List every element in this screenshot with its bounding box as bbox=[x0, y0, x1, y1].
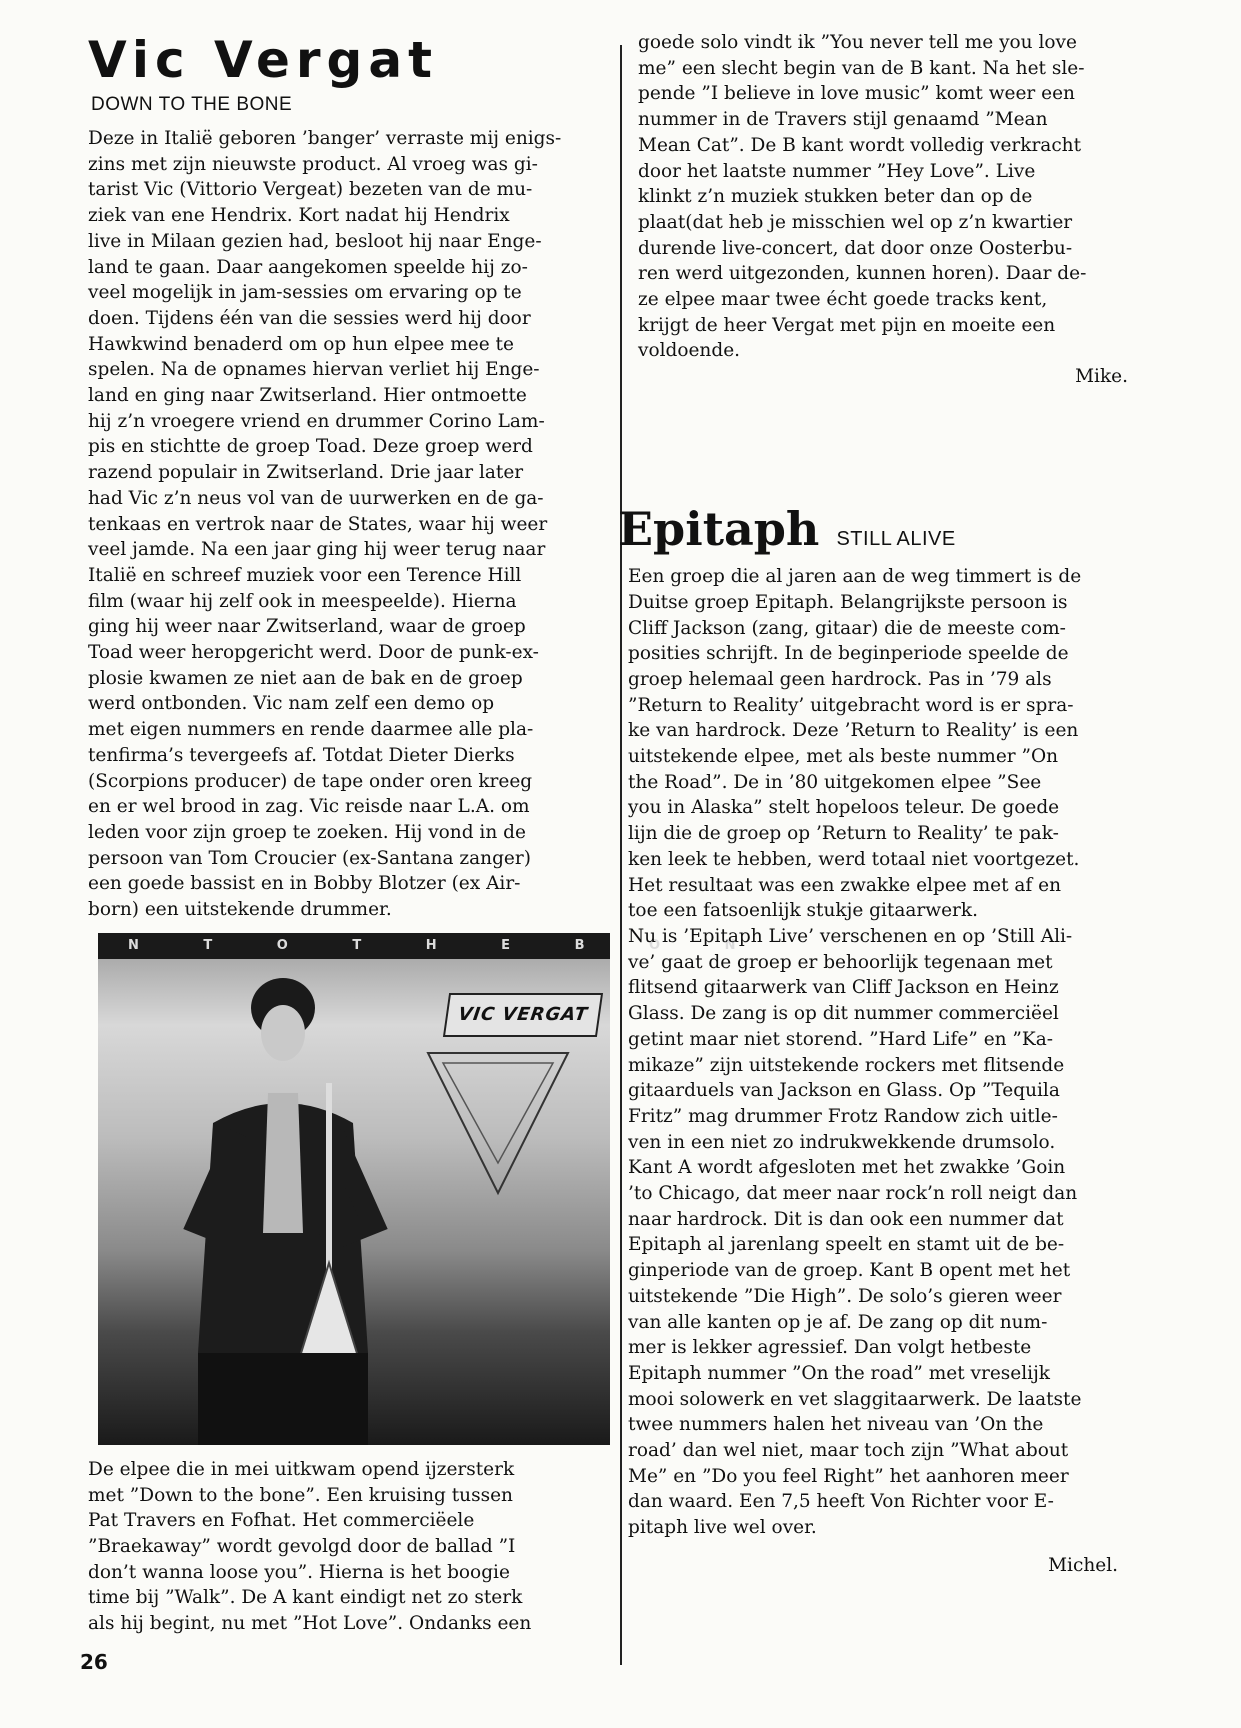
text-line: veel mogelijk in jam-sessies om ervaring op te bbox=[88, 282, 522, 304]
vic-vergat-title: Vic Vergat bbox=[88, 31, 438, 89]
text-line: gitaarduels van Jackson en Glass. Op ”Tequila bbox=[628, 1080, 1060, 1102]
text-line: ginperiode van de groep. Kant B opent met het bbox=[628, 1260, 1071, 1282]
text-line: posities schrijft. In de beginperiode speelde de bbox=[628, 643, 1069, 665]
text-line: you in Alaska” stelt hopeloos teleur. De goede bbox=[628, 797, 1060, 819]
text-line: naar hardrock. Dit is dan ook een nummer dat bbox=[628, 1208, 1064, 1230]
text-line: ren werd uitgezonden, kunnen horen). Daar de- bbox=[638, 263, 1087, 285]
vic-review-continued bbox=[638, 30, 1138, 364]
text-line: met eigen nummers en rende daarmee alle pla- bbox=[88, 719, 534, 741]
text-line: van alle kanten op je af. De zang op dit num- bbox=[628, 1311, 1048, 1333]
text-line: tarist Vic (Vittorio Vergeat) bezeten van de mu- bbox=[88, 179, 533, 201]
text-line: met ”Down to the bone”. Een kruising tussen bbox=[88, 1484, 513, 1506]
text-line: film (waar hij zelf ook in meespeelde). Hierna bbox=[88, 590, 517, 612]
text-line: don’t wanna loose you”. Hierna is het boogie bbox=[88, 1561, 510, 1583]
text-line: en er wel brood in zag. Vic reisde naar L.A. om bbox=[88, 796, 530, 818]
text-line: Me” en ”Do you feel Right” het aanhoren meer bbox=[628, 1465, 1069, 1487]
text-line: Pat Travers en Fofhat. Het commerciëele bbox=[88, 1510, 475, 1532]
text-line: als hij begint, nu met ”Hot Love”. Ondanks een bbox=[88, 1613, 532, 1635]
text-line: time bij ”Walk”. De A kant eindigt net zo sterk bbox=[88, 1587, 523, 1609]
text-line: Mean Cat”. De B kant wordt volledig verkracht bbox=[638, 134, 1082, 156]
text-line: (Scorpions producer) de tape onder oren kreeg bbox=[88, 770, 533, 792]
text-line: Het resultaat was een zwakke elpee met af en bbox=[628, 874, 1062, 896]
text-line: mooi solowerk en vet slaggitaarwerk. De laatste bbox=[628, 1388, 1082, 1410]
text-line: krijgt de heer Vergat met pijn en moeite een bbox=[638, 314, 1056, 336]
text-line: twee nummers halen het niveau van ’On the bbox=[628, 1414, 1044, 1436]
text-line: uitstekende ”Die High”. De solo’s gieren weer bbox=[628, 1285, 1062, 1307]
text-line: ken leek te hebben, werd totaal niet voortgezet. bbox=[628, 848, 1080, 870]
text-line: ziek van ene Hendrix. Kort nadat hij Hendrix bbox=[88, 205, 510, 227]
text-line: door het laatste nummer ”Hey Love”. Live bbox=[638, 160, 1036, 182]
text-line: ”Return to Reality’ uitgebracht word is er spra- bbox=[628, 694, 1074, 716]
vic-vergat-album-title: DOWN TO THE BONE bbox=[91, 94, 293, 115]
text-line: veel jamde. Na een jaar ging hij weer terug naar bbox=[88, 539, 546, 561]
text-line: road’ dan wel niet, maar toch zijn ”What about bbox=[628, 1440, 1069, 1462]
page-number: 26 bbox=[80, 1650, 108, 1674]
vic-review-text bbox=[88, 1457, 608, 1637]
text-line: Cliff Jackson (zang, gitaar) die de meeste com- bbox=[628, 617, 1066, 639]
text-line: spelen. Na de opnames hiervan verliet hij Enge- bbox=[88, 359, 540, 381]
epitaph-author: Michel. bbox=[1048, 1554, 1118, 1576]
text-line: Italië en schreef muziek voor een Terence Hill bbox=[88, 564, 522, 586]
text-line: voldoende. bbox=[638, 340, 741, 362]
text-line: toe een fatsoenlijk stukje gitaarwerk. bbox=[628, 900, 978, 922]
text-line: ven in een niet zo indrukwekkende drumsolo. bbox=[628, 1131, 1056, 1153]
text-line: zins met zijn nieuwste product. Al vroeg was gi- bbox=[88, 153, 538, 175]
text-line: had Vic z’n neus vol van de uurwerken en de ga- bbox=[88, 487, 544, 509]
epitaph-header bbox=[618, 502, 1138, 556]
text-line: mikaze” zijn uitstekende rockers met flitsende bbox=[628, 1054, 1065, 1076]
text-line: land te gaan. Daar aangekomen speelde hij zo- bbox=[88, 256, 528, 278]
album-cover-figure bbox=[98, 933, 610, 1445]
text-line: ke van hardrock. Deze ’Return to Reality’ is een bbox=[628, 720, 1079, 742]
epitaph-album-title: STILL ALIVE bbox=[836, 528, 956, 551]
text-line: Een groep die al jaren aan de weg timmert is de bbox=[628, 566, 1082, 588]
text-line: tenkaas en vertrok naar de States, waar hij weer bbox=[88, 513, 548, 535]
column-divider bbox=[620, 45, 622, 1665]
text-line: me” een slecht begin van de B kant. Na het sle- bbox=[638, 57, 1085, 79]
text-line: Epitaph al jarenlang speelt en stamt uit de be- bbox=[628, 1234, 1065, 1256]
text-line: pitaph live wel over. bbox=[628, 1517, 817, 1539]
text-line: Kant A wordt afgesloten met het zwakke ’Goin bbox=[628, 1157, 1066, 1179]
vic-intro-text bbox=[88, 126, 608, 923]
text-line: plaat(dat heb je misschien wel op z’n kwartier bbox=[638, 211, 1073, 233]
text-line: Hawkwind benaderd om op hun elpee mee te bbox=[88, 333, 514, 355]
text-line: dan waard. Een 7,5 heeft Von Richter voor E- bbox=[628, 1491, 1054, 1513]
text-line: the Road”. De in ’80 uitgekomen elpee ”See bbox=[628, 771, 1042, 793]
text-line: uitstekende elpee, met als beste nummer ”On bbox=[628, 746, 1059, 768]
text-line: ve’ gaat de groep er behoorlijk tegenaan met bbox=[628, 951, 1053, 973]
text-line: razend populair in Zwitserland. Drie jaar later bbox=[88, 462, 524, 484]
text-line: De elpee die in mei uitkwam opend ijzersterk bbox=[88, 1458, 515, 1480]
text-line: ”Braekaway” wordt gevolgd door de ballad ”I bbox=[88, 1535, 516, 1557]
text-line: lijn die de groep op ’Return to Reality’ te pak- bbox=[628, 823, 1059, 845]
album-cover-logo: VIC VERGAT bbox=[443, 993, 603, 1037]
epitaph-review-text bbox=[628, 564, 1138, 1541]
text-line: Deze in Italië geboren ’banger’ verraste mij enigs- bbox=[88, 128, 562, 149]
text-line: nummer in de Travers stijl genaamd ”Mean bbox=[638, 109, 1048, 131]
album-cover-title-strip: N T O T H E B O N bbox=[98, 933, 610, 959]
text-line: durende live-concert, dat door onze Oosterbu- bbox=[638, 237, 1073, 259]
vic-author: Mike. bbox=[1075, 366, 1128, 388]
epitaph-title: Epitaph bbox=[618, 502, 820, 557]
text-line: doen. Tijdens één van die sessies werd hij door bbox=[88, 307, 531, 329]
text-line: pende ”I believe in love music” komt weer een bbox=[638, 83, 1075, 105]
text-line: hij z’n vroegere vriend en drummer Corino Lam- bbox=[88, 410, 545, 432]
text-line: live in Milaan gezien had, besloot hij naar Enge- bbox=[88, 230, 542, 252]
right-column bbox=[618, 30, 1138, 1576]
text-line: Toad weer heropgericht werd. Door de punk-ex- bbox=[88, 642, 539, 664]
text-line: ze elpee maar twee écht goede tracks kent, bbox=[638, 289, 1048, 311]
text-line: land en ging naar Zwitserland. Hier ontmoette bbox=[88, 385, 527, 407]
text-line: persoon van Tom Croucier (ex-Santana zanger) bbox=[88, 847, 531, 869]
album-cover-image bbox=[98, 933, 766, 1445]
text-line: Fritz” mag drummer Frotz Randow zich uitle- bbox=[628, 1105, 1058, 1127]
text-line: born) een uitstekende drummer. bbox=[88, 899, 392, 921]
text-line: goede solo vindt ik ”You never tell me you love bbox=[638, 32, 1077, 53]
text-line: ’to Chicago, dat meer naar rock’n roll neigt dan bbox=[628, 1183, 1078, 1205]
text-line: Nu is ’Epitaph Live’ verschenen en op ’Still Ali- bbox=[628, 925, 1073, 947]
text-line: mer is lekker agressief. Dan volgt hetbeste bbox=[628, 1337, 1032, 1359]
text-line: tenfirma’s tevergeefs af. Totdat Dieter Dierks bbox=[88, 744, 515, 766]
text-line: ging hij weer naar Zwitserland, waar de groep bbox=[88, 616, 526, 638]
text-line: flitsend gitaarwerk van Cliff Jackson en Heinz bbox=[628, 977, 1059, 999]
text-line: werd ontbonden. Vic nam zelf een demo op bbox=[88, 693, 495, 715]
text-line: getint maar niet storend. ”Hard Life” en ”Ka- bbox=[628, 1028, 1053, 1050]
text-line: Glass. De zang is op dit nummer commerciëel bbox=[628, 1003, 1059, 1025]
text-line: Epitaph nummer ”On the road” met vreselijk bbox=[628, 1362, 1051, 1384]
text-line: een goede bassist en in Bobby Blotzer (ex Air- bbox=[88, 873, 521, 895]
text-line: leden voor zijn groep te zoeken. Hij vond in de bbox=[88, 821, 526, 843]
text-line: Duitse groep Epitaph. Belangrijkste persoon is bbox=[628, 591, 1068, 613]
text-line: groep helemaal geen hardrock. Pas in ’79 als bbox=[628, 668, 1052, 690]
text-line: plosie kwamen ze niet aan de bak en de groep bbox=[88, 667, 523, 689]
text-line: klinkt z’n muziek stukken beter dan op de bbox=[638, 186, 1033, 208]
text-line: pis en stichtte de groep Toad. Deze groep werd bbox=[88, 436, 533, 458]
